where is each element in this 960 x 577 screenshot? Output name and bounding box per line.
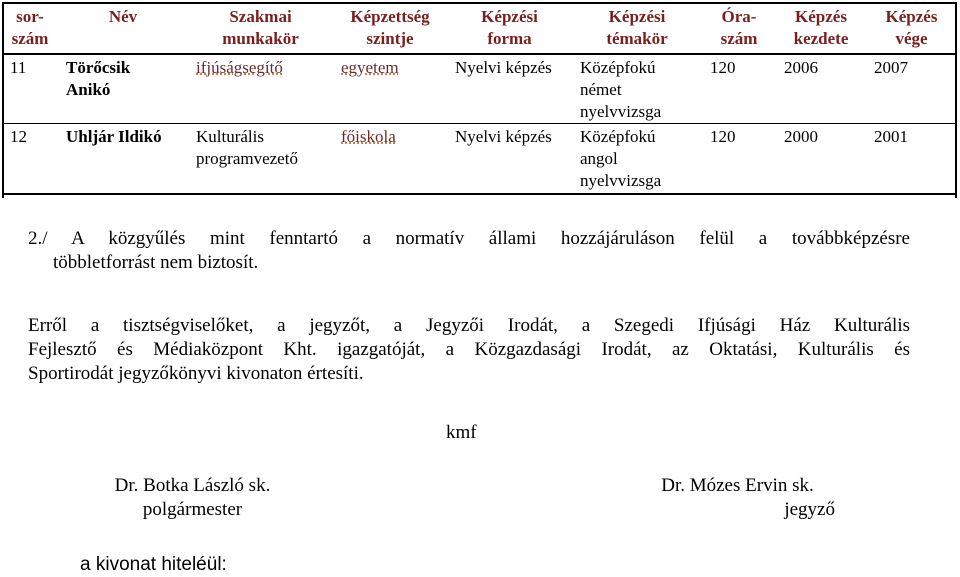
signature-name: Dr. Mózes Ervin sk. (661, 475, 814, 496)
paragraph-line: Fejlesztő és Médiaközpont Kht. igazgatóját, a Közgazdasági Irodát, az Oktatási, Kulturális és (28, 339, 910, 360)
cell-num: 11 (2, 54, 58, 124)
cell-start: 2006 (776, 54, 866, 124)
cell-topic: Középfokú angol nyelvvizsga (572, 124, 702, 194)
signature-notary (640, 474, 835, 522)
cell-topic: Középfokú német nyelvvizsga (572, 54, 702, 124)
signature-name: Dr. Botka László sk. (114, 475, 271, 496)
cell-hours: 120 (702, 124, 776, 194)
header-topic: Képzési témakör (572, 2, 702, 54)
header-form: Képzési forma (447, 2, 572, 54)
notification-paragraph (28, 314, 910, 386)
signature-mayor (90, 474, 295, 522)
cell-name: Törőcsik Anikó (58, 54, 188, 124)
header-serial: sor- szám (2, 2, 58, 54)
header-job: Szakmai munkakör (188, 2, 333, 54)
training-table (2, 2, 957, 195)
header-level: Képzettség szintje (333, 2, 447, 54)
signature-role: jegyző (784, 499, 835, 520)
paragraph-line: Sportirodát jegyzőkönyvi kivonaton értesíti. (28, 363, 364, 384)
paragraph-line: többletforrást nem biztosít. (53, 252, 259, 273)
kmf-label: kmf (446, 422, 477, 443)
cell-end: 2001 (866, 124, 957, 194)
header-hours: Óra- szám (702, 2, 776, 54)
cell-hours: 120 (702, 54, 776, 124)
cell-job: Kulturális programvezető (188, 124, 333, 194)
cell-form: Nyelvi képzés (447, 54, 572, 124)
table-header-row (2, 2, 957, 54)
cell-level: főiskola (333, 124, 447, 194)
paragraph-line: Erről a tisztségviselőket, a jegyzőt, a Jegyzői Irodát, a Szegedi Ifjúsági Ház Kulturális (28, 315, 910, 336)
paragraph-line: 2./ A közgyűlés mint fenntartó a normatív állami hozzájáruláson felül a továbbképzésre (28, 228, 910, 249)
cell-job: ifjúságsegítő (188, 54, 333, 124)
table-row (2, 124, 957, 194)
cell-form: Nyelvi képzés (447, 124, 572, 194)
cell-name: Uhljár Ildikó (58, 124, 188, 194)
header-name: Név (58, 2, 188, 54)
funding-paragraph (28, 227, 910, 275)
signature-role: polgármester (142, 499, 243, 520)
cell-num: 12 (2, 124, 58, 194)
header-start: Képzés kezdete (776, 2, 866, 54)
cell-level: egyetem (333, 54, 447, 124)
cell-start: 2000 (776, 124, 866, 194)
cell-end: 2007 (866, 54, 957, 124)
header-end: Képzés vége (866, 2, 957, 54)
table-row (2, 54, 957, 124)
certification-text: a kivonat hiteléül: (80, 554, 227, 575)
